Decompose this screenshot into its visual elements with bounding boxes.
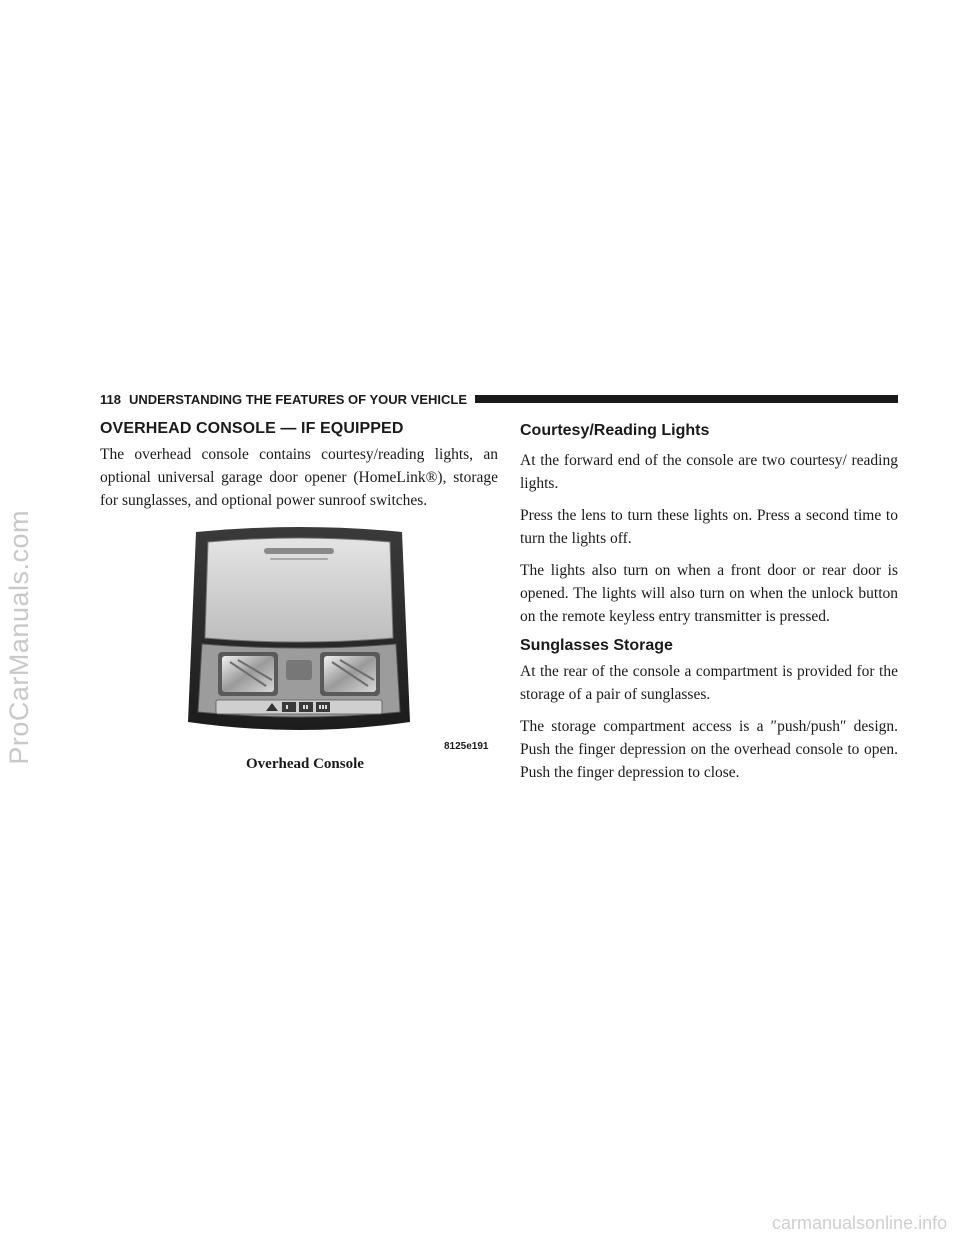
paragraph-lights-location: At the forward end of the console are two courtesy/ reading lights. xyxy=(520,452,898,492)
paragraph-storage-operation: The storage compartment access is a ″push/push″ design. Push the finger depression on the overhead console to open. Push the finger depression to close. xyxy=(520,718,898,781)
paragraph-lights-auto: The lights also turn on when a front door or rear door is opened. The lights will also turn on when the unlock button on the remote keyless entry transmitter is pressed. xyxy=(520,562,898,625)
overhead-console-illustration xyxy=(186,526,412,736)
section-heading: OVERHEAD CONSOLE — IF EQUIPPED xyxy=(100,420,404,437)
paragraph-storage-location: At the rear of the console a compartment is provided for the storage of a pair of sunglasses. xyxy=(520,663,898,703)
subheading-courtesy-lights: Courtesy/Reading Lights xyxy=(520,422,710,439)
left-column xyxy=(100,420,498,772)
running-head: UNDERSTANDING THE FEATURES OF YOUR VEHICLE xyxy=(128,391,468,407)
page-header xyxy=(100,390,898,408)
paragraph-lights-press: Press the lens to turn these lights on. Press a second time to turn the lights off. xyxy=(520,507,898,547)
subheading-sunglasses-storage: Sunglasses Storage xyxy=(520,637,673,654)
figure-code: 8125e191 xyxy=(444,741,489,752)
page-number: 118 xyxy=(100,391,121,407)
header-rule xyxy=(475,395,898,403)
footer-site-watermark: carmanualsonline.info xyxy=(772,1213,948,1233)
intro-paragraph: The overhead console contains courtesy/reading lights, an optional universal garage door opener (HomeLink®), storage for sunglasses, and optional power sunroof switches. xyxy=(100,446,498,509)
watermark: ProCarManuals.com xyxy=(4,510,34,765)
right-column xyxy=(520,420,898,784)
figure-caption: Overhead Console xyxy=(246,756,364,772)
figure xyxy=(100,526,498,772)
